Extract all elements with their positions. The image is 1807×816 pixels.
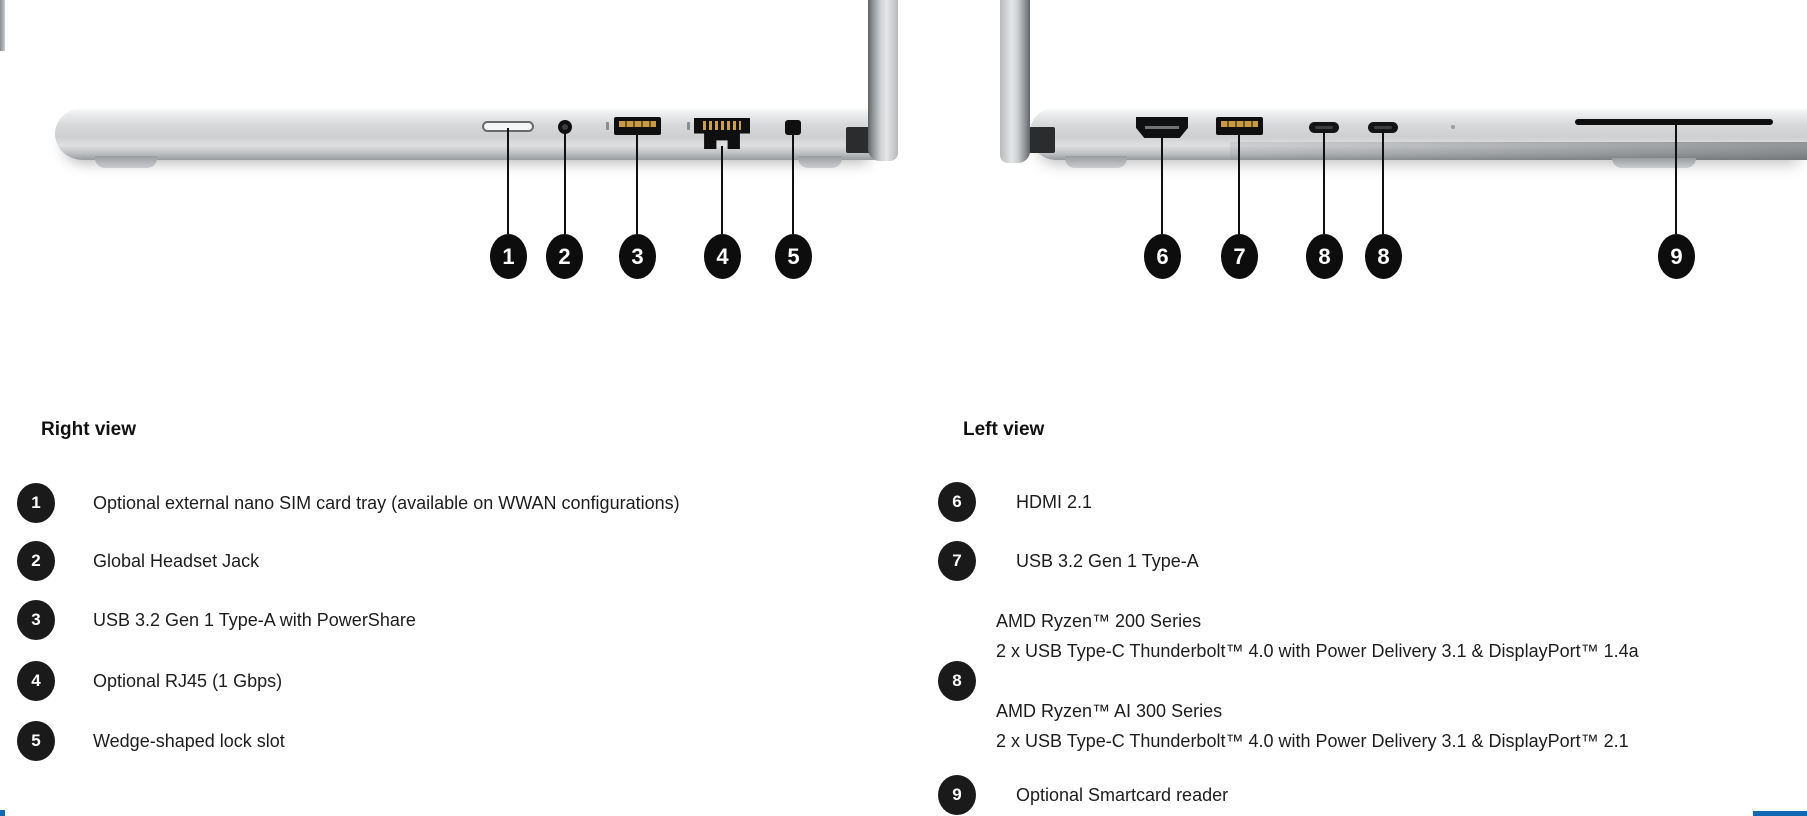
network-mark-icon [687, 122, 690, 130]
item-number-badge: 7 [938, 541, 976, 581]
item-label-multiline [996, 606, 1766, 756]
list-item [938, 775, 1768, 815]
callout-line-2 [564, 130, 566, 234]
laptop-underside-shading [1230, 142, 1807, 160]
cpu-variant-block [996, 606, 1766, 666]
bottom-left-cutoff-element[interactable] [0, 810, 5, 816]
callout-number: 8 [1377, 243, 1390, 269]
list-item [17, 600, 837, 640]
item-number-badge: 3 [17, 600, 55, 640]
item-line: AMD Ryzen™ AI 300 Series [996, 701, 1223, 721]
callout-3 [619, 234, 656, 279]
chassis-dot [1451, 125, 1455, 129]
item-label: HDMI 2.1 [1016, 491, 1093, 512]
right-view-heading: Right view [41, 419, 137, 440]
bottom-right-cutoff-button[interactable] [1753, 811, 1807, 816]
callout-number: 8 [1318, 243, 1331, 269]
list-item [17, 541, 837, 581]
laptop-foot [1612, 158, 1696, 168]
laptop-hinge [846, 127, 870, 153]
callout-8a [1306, 234, 1343, 279]
previous-carousel-image-edge [0, 0, 5, 51]
list-item [17, 661, 837, 701]
callout-1 [490, 234, 527, 279]
callout-line-4 [721, 146, 723, 234]
laptop-hinge [1029, 127, 1055, 153]
callout-7 [1221, 234, 1258, 279]
callout-5 [775, 234, 812, 279]
callout-line-1 [507, 128, 509, 234]
callout-number: 4 [716, 243, 729, 269]
callout-line-9 [1675, 123, 1677, 234]
item-number-badge: 8 [938, 661, 976, 701]
item-label: Optional RJ45 (1 Gbps) [93, 670, 283, 691]
callout-line-5 [792, 133, 794, 234]
list-item [17, 721, 837, 761]
laptop-base [55, 108, 877, 160]
callout-number: 7 [1233, 243, 1246, 269]
laptop-foot [1065, 156, 1127, 168]
item-label: USB 3.2 Gen 1 Type-A [1016, 550, 1199, 571]
callout-6 [1144, 234, 1181, 279]
item-number-badge: 4 [17, 661, 55, 701]
callout-line-6 [1161, 136, 1163, 234]
callout-line-8b [1382, 131, 1384, 234]
item-line: 2 x USB Type-C Thunderbolt™ 4.0 with Power Delivery 3.1 & DisplayPort™ 2.1 [996, 731, 1629, 751]
hdmi-port-icon [1136, 117, 1188, 138]
callout-8b [1365, 234, 1402, 279]
callout-number: 5 [787, 243, 800, 269]
laptop-foot [798, 156, 842, 168]
item-line: AMD Ryzen™ 200 Series [996, 611, 1202, 631]
callout-9 [1658, 234, 1695, 279]
item-line: 2 x USB Type-C Thunderbolt™ 4.0 with Power Delivery 3.1 & DisplayPort™ 1.4a [996, 641, 1639, 661]
laptop-foot [95, 156, 157, 168]
callout-number: 2 [558, 243, 571, 269]
smartcard-slot-icon [1575, 119, 1773, 125]
callout-line-8a [1323, 131, 1325, 234]
callout-number: 3 [631, 243, 644, 269]
callout-number: 1 [502, 243, 515, 269]
callout-line-3 [636, 133, 638, 234]
item-number-badge: 1 [17, 483, 55, 523]
list-item [17, 483, 837, 523]
laptop-lid [1000, 0, 1030, 163]
item-label: Global Headset Jack [93, 550, 260, 571]
list-item [938, 482, 1768, 522]
cpu-variant-block [996, 696, 1766, 756]
powershare-mark-icon [606, 122, 609, 130]
callout-2 [546, 234, 583, 279]
callout-4 [704, 234, 741, 279]
callout-number: 9 [1670, 243, 1683, 269]
item-number-badge: 5 [17, 721, 55, 761]
laptop-lid [868, 0, 898, 161]
list-item [938, 541, 1768, 581]
callout-number: 6 [1156, 243, 1169, 269]
item-label: Wedge-shaped lock slot [93, 730, 285, 751]
item-label: Optional Smartcard reader [1016, 784, 1229, 805]
item-number-badge: 2 [17, 541, 55, 581]
callout-line-7 [1238, 133, 1240, 234]
item-label: USB 3.2 Gen 1 Type-A with PowerShare [93, 609, 416, 630]
left-view-heading: Left view [963, 419, 1045, 440]
item-label: Optional external nano SIM card tray (available on WWAN configurations) [93, 492, 680, 513]
item-number-badge: 9 [938, 775, 976, 815]
item-number-badge: 6 [938, 482, 976, 522]
